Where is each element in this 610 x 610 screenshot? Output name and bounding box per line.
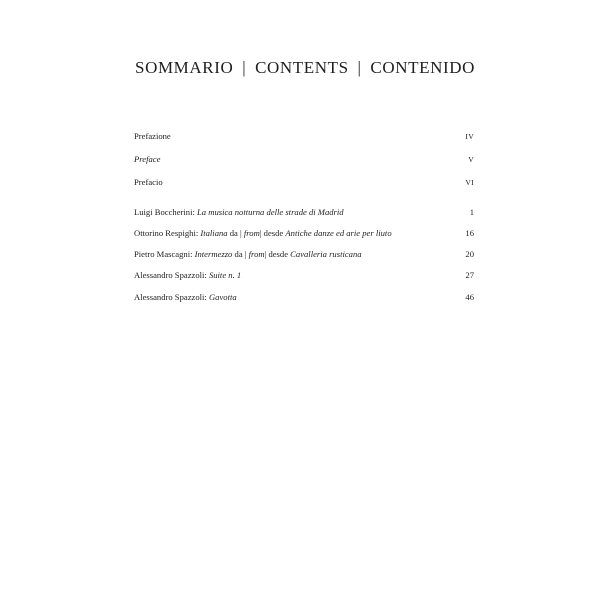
toc-page-number: 20 (465, 249, 474, 259)
title-spanish: CONTENIDO (370, 58, 475, 77)
toc-page-number: VI (465, 178, 474, 187)
toc-page-number: 16 (465, 228, 474, 238)
toc-label (134, 249, 362, 260)
connector-text: from (243, 228, 260, 238)
toc-label (134, 228, 392, 239)
work-title: Intermezzo (194, 249, 233, 259)
connector-text: from (248, 249, 265, 259)
work-title: Italiana (200, 228, 228, 238)
composer-name: Ottorino Respighi: (134, 228, 199, 238)
toc-page-number: 46 (465, 292, 474, 302)
composer-name: Alessandro Spazzoli: (134, 270, 207, 280)
toc-page-number: IV (465, 132, 474, 141)
toc-label: Preface (134, 154, 161, 164)
source-title: Antiche danze ed arie per liuto (285, 228, 392, 238)
source-title: Cavalleria rusticana (290, 249, 362, 259)
composer-name: Alessandro Spazzoli: (134, 292, 207, 302)
page-title (0, 58, 610, 78)
toc-page-number: V (468, 155, 474, 164)
connector-text: | desde (264, 249, 289, 259)
toc-label: Prefazione (134, 131, 171, 141)
title-english: CONTENTS (255, 58, 349, 77)
connector-text: da | (234, 249, 247, 259)
toc-label (134, 270, 241, 281)
work-title: Suite n. 1 (208, 270, 242, 280)
composer-name: Luigi Boccherini: (134, 207, 195, 217)
toc-label (134, 207, 344, 218)
toc-page-number: 1 (469, 207, 474, 217)
title-separator: | (357, 58, 362, 77)
title-separator: | (242, 58, 247, 77)
title-italian: SOMMARIO (135, 58, 234, 77)
toc-label: Prefacio (134, 177, 163, 187)
connector-text: | desde (259, 228, 284, 238)
connector-text: da | (229, 228, 242, 238)
work-title: La musica notturna delle strade di Madrid (197, 207, 344, 217)
work-title: Gavotta (208, 292, 237, 302)
composer-name: Pietro Mascagni: (134, 249, 193, 259)
toc-page-number: 27 (465, 270, 474, 280)
toc-label (134, 292, 237, 303)
